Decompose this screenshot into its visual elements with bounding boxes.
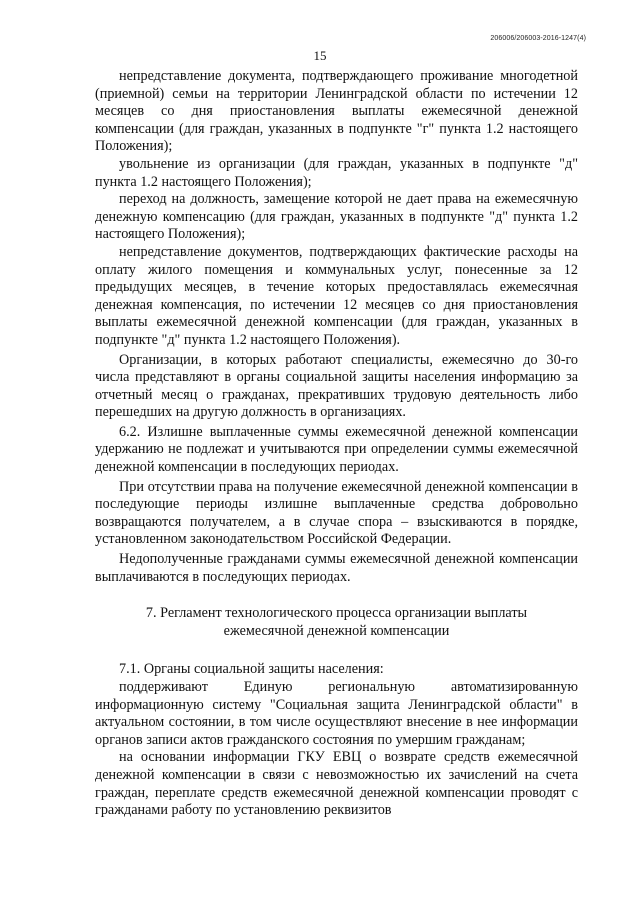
section-title xyxy=(95,605,578,640)
paragraph: Организации, в которых работают специалисты, ежемесячно до 30-го числа представляют в органы социальной защиты населения информацию за отчетный месяц о гражданах, прекративших трудовую деятельность либо перешедших на другую должность в организациях. xyxy=(95,351,578,421)
document-body xyxy=(95,68,578,820)
paragraph: 6.2. Излишне выплаченные суммы ежемесячной денежной компенсации удержанию не подлежат и учитываются при определении суммы ежемесячной денежной компенсации в последующих периодах. xyxy=(95,423,578,476)
paragraph: непредставление документов, подтверждающих фактические расходы на оплату жилого помещения и коммунальных услуг, понесенные за 12 предыдущих месяцев, в течение которых предоставлялась ежемесячная денежная компенсация, по истечении 12 месяцев со дня приостановления выплаты ежемесячной денежной компенсации (для граждан, указанных в подпункте "д" пункта 1.2 настоящего Положения). xyxy=(95,243,578,348)
paragraph: непредставление документа, подтверждающего проживание многодетной (приемной) семьи на территории Ленинградской области по истечении 12 месяцев со дня приостановления выплаты ежемесячной денежной компенсации (для граждан, указанных в подпункте "г" пункта 1.2 настоящего Положения); xyxy=(95,68,578,155)
paragraph: Недополученные гражданами суммы ежемесячной денежной компенсации выплачиваются в последующих периодах. xyxy=(95,551,578,585)
document-id: 206006/206003-2016-1247(4) xyxy=(490,35,586,42)
section-title-line2: ежемесячной денежной компенсации xyxy=(223,622,450,639)
paragraph: поддерживают Единую региональную автоматизированную информационную систему "Социальная защита Ленинградской области" в актуальном состоянии, в том числе осуществляют внесение в нее информации органов записи актов гражданского состояния по умершим гражданам; xyxy=(95,679,578,748)
paragraph: увольнение из организации (для граждан, указанных в подпункте "д" пункта 1.2 настоящего Положения); xyxy=(95,155,578,190)
paragraph: При отсутствии права на получение ежемесячной денежной компенсации в последующие периоды излишне выплаченные средства добровольно возвращаются получателем, а в случае спора – взыскиваются в порядке, установленном законодательством Российской Федерации. xyxy=(95,478,578,548)
paragraph: переход на должность, замещение которой не дает права на ежемесячную денежную компенсацию (для граждан, указанных в подпункте "д" пункта 1.2 настоящего Положения); xyxy=(95,191,578,243)
paragraph: на основании информации ГКУ ЕВЦ о возврате средств ежемесячной денежной компенсации в связи с невозможностью их зачислений на счета граждан, переплате средств ежемесячной денежной компенсации проводят с гражданами работу по установлению реквизитов xyxy=(95,749,578,819)
page-number: 15 xyxy=(313,48,327,63)
section-title-line1: 7. Регламент технологического процесса организации выплаты xyxy=(145,605,528,622)
sub-heading: 7.1. Органы социальной защиты населения: xyxy=(119,661,384,678)
